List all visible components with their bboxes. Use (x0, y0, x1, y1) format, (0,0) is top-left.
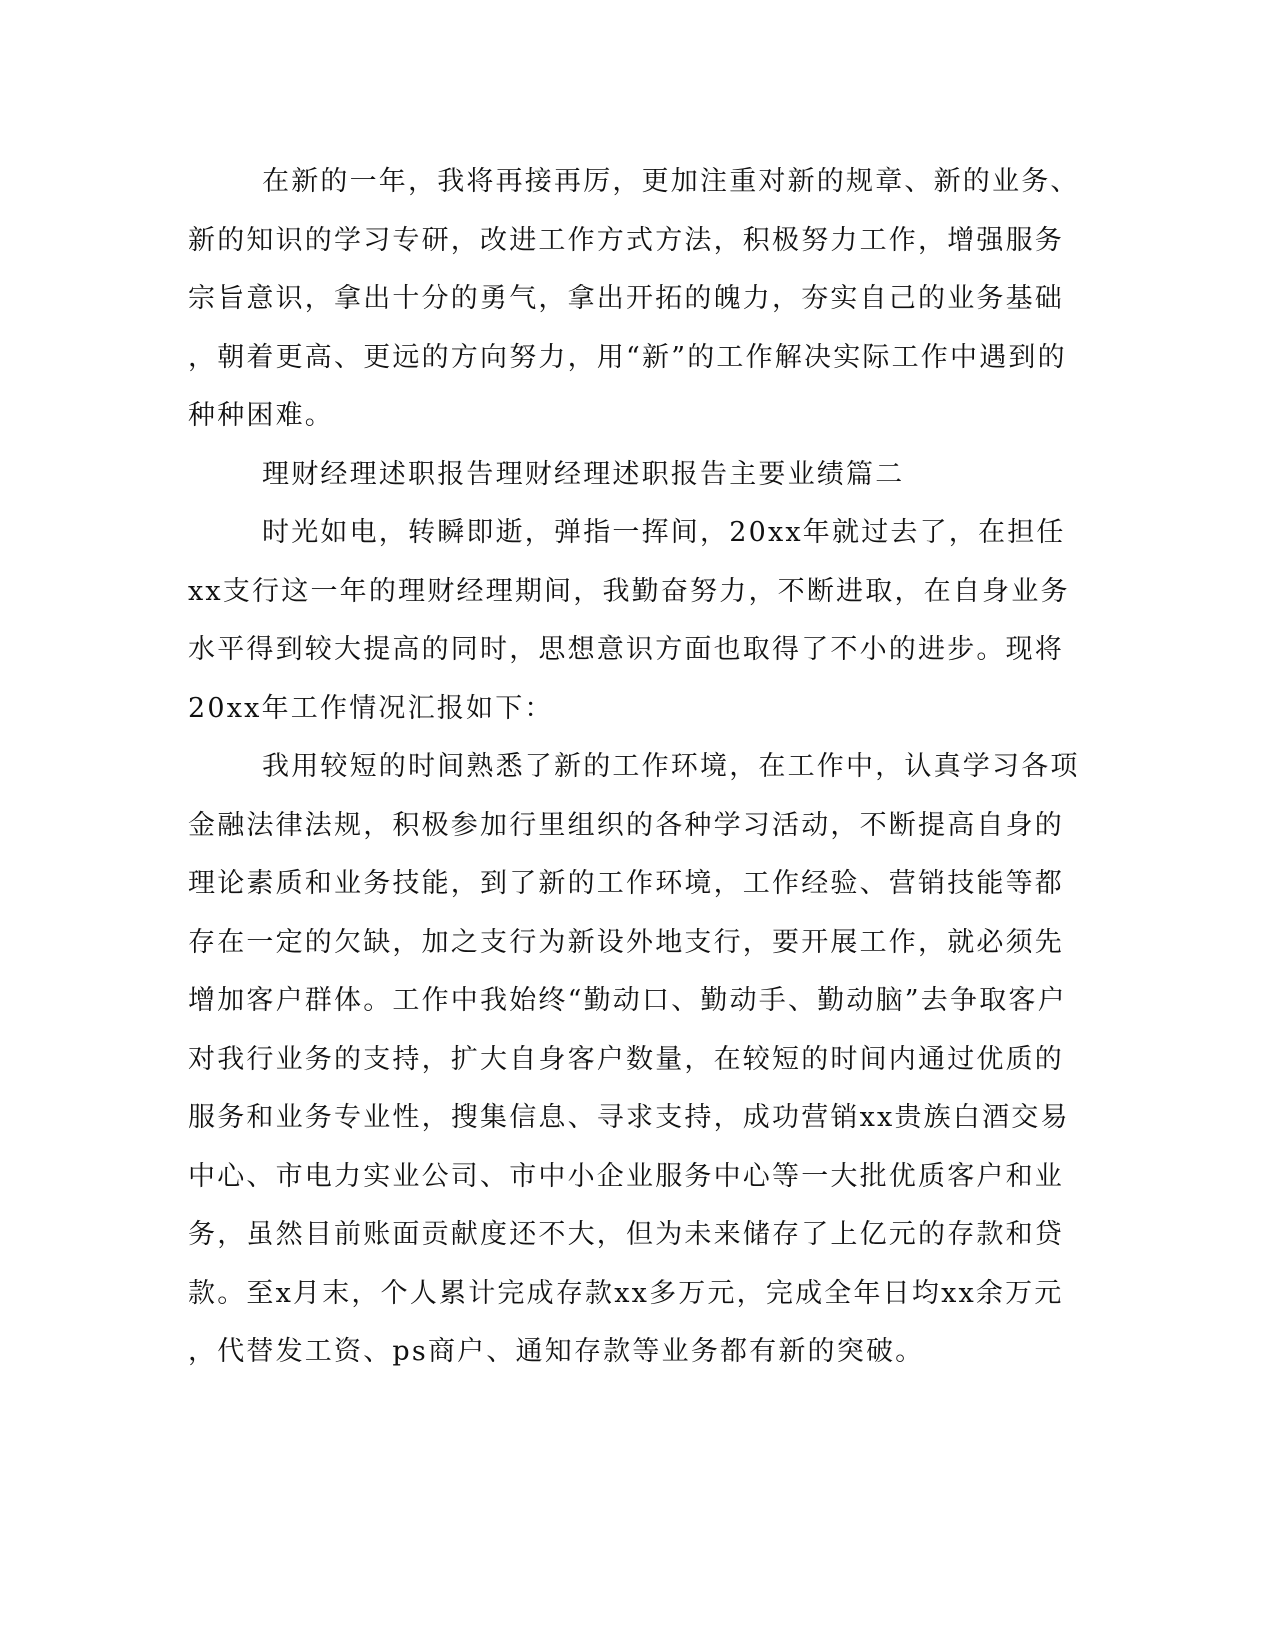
paragraph-3-line-10: 款。至x月末，个人累计完成存款xx多万元，完成全年日均xx余万元 (188, 1278, 1064, 1309)
paragraph-1-line-3: 宗旨意识，拿出十分的勇气，拿出开拓的魄力，夯实自己的业务基础 (188, 283, 1064, 314)
paragraph-2-line-4: 20xx年工作情况汇报如下： (188, 693, 554, 724)
paragraph-1-line-5: 种种困难。 (188, 400, 334, 431)
paragraph-3-line-3: 理论素质和业务技能，到了新的工作环境，工作经验、营销技能等都 (188, 868, 1064, 899)
paragraph-1-line-4: ，朝着更高、更远的方向努力，用“新”的工作解决实际工作中遇到的 (188, 342, 1067, 373)
paragraph-2-line-3: 水平得到较大提高的同时，思想意识方面也取得了不小的进步。现将 (188, 634, 1064, 665)
paragraph-3-line-4: 存在一定的欠缺，加之支行为新设外地支行，要开展工作，就必须先 (188, 927, 1064, 958)
paragraph-3-line-9: 务，虽然目前账面贡献度还不大，但为未来储存了上亿元的存款和贷 (188, 1219, 1064, 1250)
paragraph-3-line-11: ，代替发工资、ps商户、通知存款等业务都有新的突破。 (188, 1336, 925, 1367)
paragraph-2-line-1: 时光如电，转瞬即逝，弹指一挥间，20xx年就过去了，在担任 (262, 517, 1066, 548)
paragraph-1-line-1: 在新的一年，我将再接再厉，更加注重对新的规章、新的业务、 (262, 166, 1080, 197)
paragraph-3-line-5: 增加客户群体。工作中我始终“勤动口、勤动手、勤动脑”去争取客户 (188, 985, 1067, 1016)
paragraph-1-line-2: 新的知识的学习专研，改进工作方式方法，积极努力工作，增强服务 (188, 225, 1064, 256)
paragraph-3-line-8: 中心、市电力实业公司、市中小企业服务中心等一大批优质客户和业 (188, 1161, 1064, 1192)
paragraph-3-line-7: 服务和业务专业性，搜集信息、寻求支持，成功营销xx贵族白酒交易 (188, 1102, 1070, 1133)
paragraph-3-line-2: 金融法律法规，积极参加行里组织的各种学习活动，不断提高自身的 (188, 810, 1064, 841)
paragraph-2-line-2: xx支行这一年的理财经理期间，我勤奋努力，不断进取，在自身业务 (188, 576, 1070, 607)
paragraph-3-line-6: 对我行业务的支持，扩大自身客户数量，在较短的时间内通过优质的 (188, 1044, 1064, 1075)
paragraph-3-line-1: 我用较短的时间熟悉了新的工作环境，在工作中，认真学习各项 (262, 751, 1080, 782)
section-title: 理财经理述职报告理财经理述职报告主要业绩篇二 (262, 459, 905, 490)
